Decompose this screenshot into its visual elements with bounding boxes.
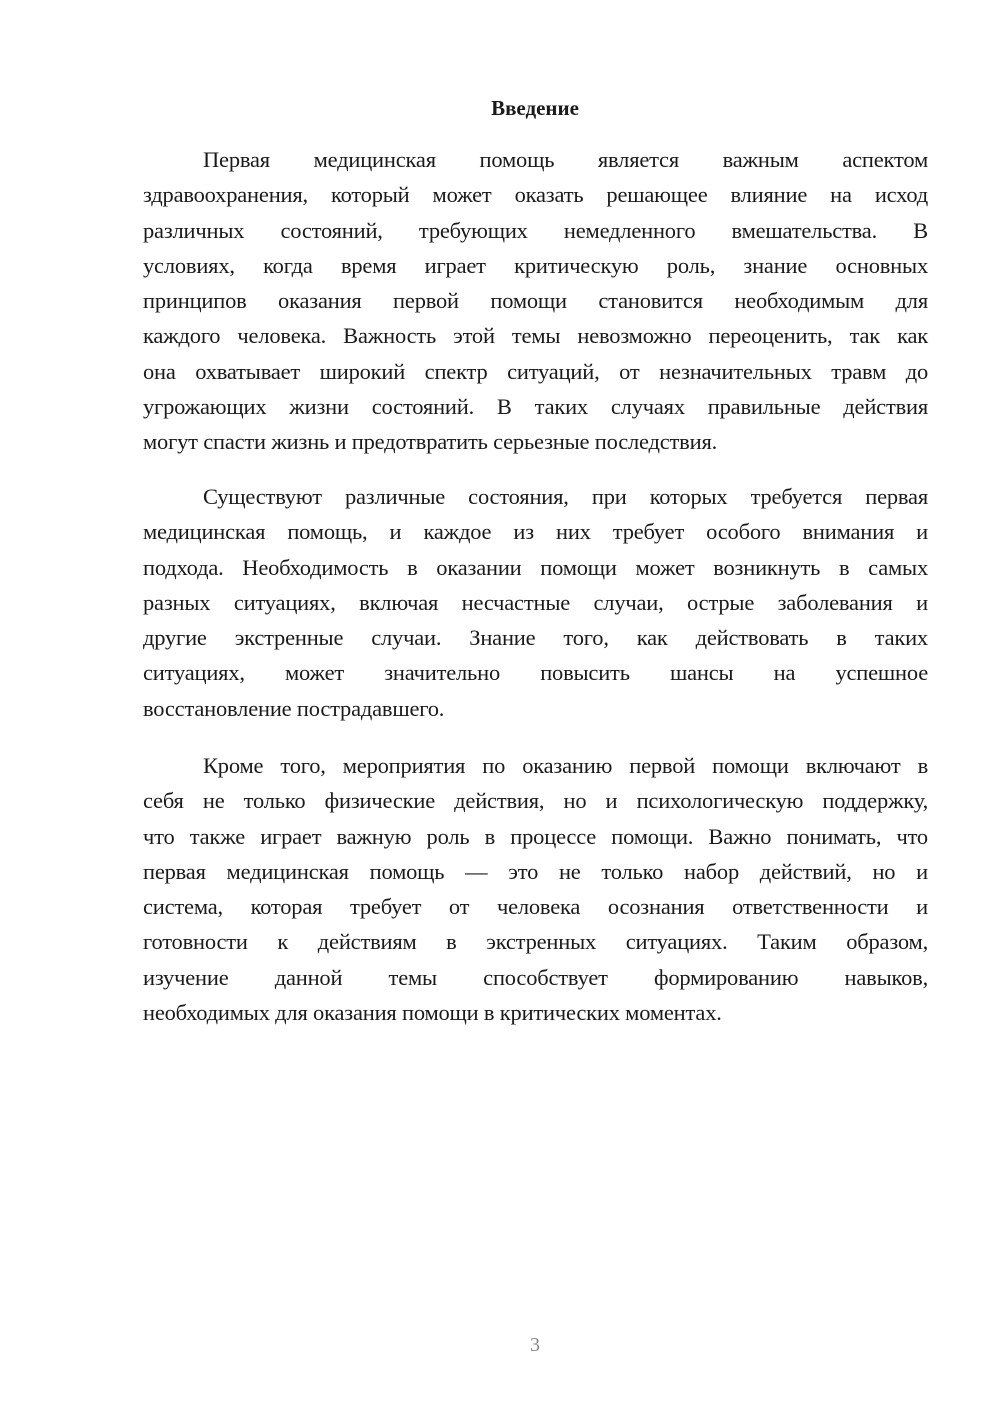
section-title: Введение — [491, 96, 579, 120]
text-line: условиях, когда время играет критическую роль, знание основных — [143, 252, 928, 278]
text-line: Первая медицинская помощь является важным аспектом — [203, 147, 928, 172]
text-line: ситуациях, может значительно повысить шансы на успешное — [143, 660, 928, 686]
text-line: система, которая требует от человека осознания ответственности и — [143, 894, 928, 920]
page-number: 3 — [530, 1334, 540, 1356]
text-line: принципов оказания первой помощи становится необходимым для — [143, 288, 928, 314]
text-line: изучение данной темы способствует формированию навыков, — [143, 964, 928, 990]
text-line: медицинская помощь, и каждое из них требует особого внимания и — [143, 519, 928, 545]
text-line: что также играет важную роль в процессе помощи. Важно понимать, что — [143, 823, 928, 849]
text-line: необходимых для оказания помощи в критических моментах. — [143, 1000, 722, 1026]
text-line: здравоохранения, который может оказать решающее влияние на исход — [143, 182, 928, 208]
text-line: себя не только физические действия, но и психологическую поддержку, — [143, 788, 928, 814]
paragraph-1 — [143, 142, 928, 460]
paragraph-2 — [143, 479, 928, 726]
text-line: первая медицинская помощь — это не только набор действий, но и — [143, 858, 928, 884]
text-line: другие экстренные случаи. Знание того, как действовать в таких — [143, 625, 928, 651]
text-line: каждого человека. Важность этой темы невозможно переоценить, так как — [143, 323, 928, 349]
text-line: могут спасти жизнь и предотвратить серьезные последствия. — [143, 429, 718, 455]
text-line: угрожающих жизни состояний. В таких случаях правильные действия — [143, 394, 928, 420]
text-line: готовности к действиям в экстренных ситуациях. Таким образом, — [143, 929, 928, 955]
text-line: Кроме того, мероприятия по оказанию первой помощи включают в — [203, 753, 928, 778]
text-line: она охватывает широкий спектр ситуаций, от незначительных травм до — [143, 358, 928, 384]
text-line: Существуют различные состояния, при которых требуется первая — [203, 484, 928, 509]
text-line: подхода. Необходимость в оказании помощи может возникнуть в самых — [143, 554, 928, 580]
text-line: разных ситуациях, включая несчастные случаи, острые заболевания и — [143, 589, 928, 615]
text-line: восстановление пострадавшего. — [143, 695, 445, 721]
text-line: различных состояний, требующих немедленного вмешательства. В — [143, 217, 928, 243]
paragraph-3 — [143, 748, 928, 1030]
